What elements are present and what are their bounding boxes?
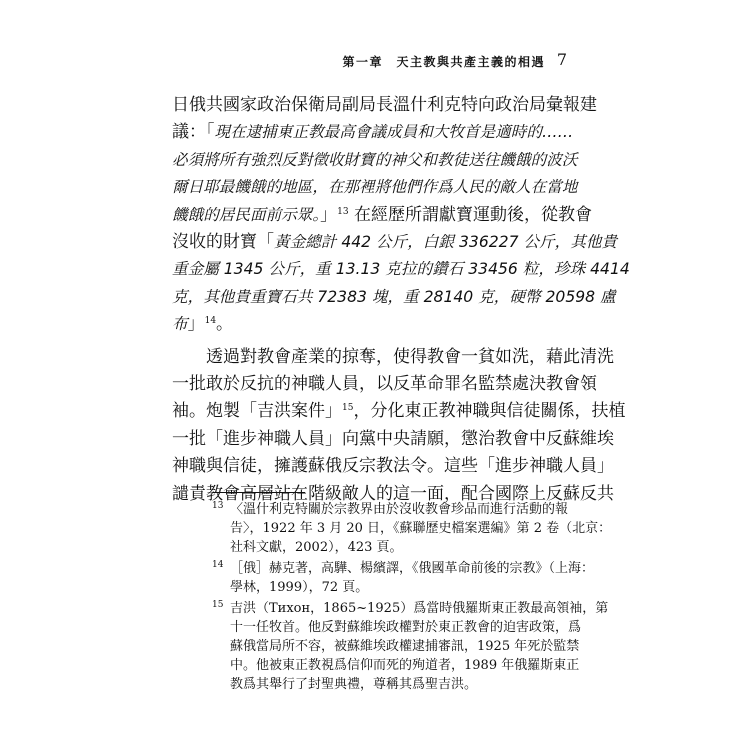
text-line bbox=[172, 202, 592, 229]
text-line bbox=[172, 119, 576, 146]
text-run: ，分化東正教神職與信徒關係，扶植 bbox=[353, 401, 626, 422]
paragraph-2 bbox=[172, 344, 626, 508]
quoted-text: 現在逮捕東正教最高會議成員和大牧首是適時的…… bbox=[214, 123, 574, 142]
text-line: 譴責教會高層站在階級敵人的這一面，配合國際上反蘇反共 bbox=[172, 483, 614, 504]
text-line bbox=[172, 229, 618, 256]
quoted-text-line: 必須將所有強烈反對徵收財寶的神父和教徒送往饑餓的波沃 bbox=[172, 150, 578, 169]
footnote-number: 15 bbox=[212, 600, 224, 610]
text-run: 議：「 bbox=[172, 122, 215, 143]
footnote-line: 教爲其舉行了封聖典禮，尊稱其爲聖吉洪。 bbox=[230, 677, 478, 692]
quoted-text-line: 重金屬 1345 公斤，重 13.13 克拉的鑽石 33456 粒，珍珠 4414 bbox=[172, 260, 630, 279]
footnote-14 bbox=[212, 559, 595, 597]
footnote-line: 學林，1999），72 頁。 bbox=[230, 580, 369, 595]
quoted-text: 饑餓的居民面前示眾。 bbox=[172, 205, 321, 224]
page-number: 7 bbox=[556, 50, 567, 69]
text-line bbox=[172, 311, 576, 338]
text-run: 」 bbox=[320, 204, 338, 225]
text-run: 袖。炮製「吉洪案件」 bbox=[172, 401, 342, 422]
footnote-line: 十一任牧首。他反對蘇維埃政權對於東正教會的迫害政策，爲 bbox=[230, 620, 582, 635]
footnote-line: ［俄］赫克著，高驊、楊繽譯，《俄國革命前後的宗教》（上海： bbox=[230, 561, 595, 576]
text-run: 。 bbox=[216, 314, 234, 335]
footnotes bbox=[212, 500, 612, 696]
text-line bbox=[172, 398, 626, 425]
running-header bbox=[0, 51, 750, 71]
text-line: 日俄共國家政治保衛局副局長溫什利克特向政治局彙報建 bbox=[172, 95, 597, 115]
footnote-ref-13[interactable]: 13 bbox=[337, 206, 349, 217]
footnote-line: 蘇俄當局所不容，被蘇維埃政權逮捕審訊，1925 年死於監禁 bbox=[230, 639, 580, 654]
footnote-ref-14[interactable]: 14 bbox=[204, 316, 217, 327]
text-line: 神職與信徒，擁護蘇俄反宗教法令。這些「進步神職人員」 bbox=[172, 456, 614, 477]
footnote-line: 中。他被東正教視爲信仰而死的殉道者，1989 年俄羅斯東正 bbox=[230, 658, 580, 673]
text-line: 透過對教會產業的掠奪，使得教會一貧如洗，藉此清洗 bbox=[206, 346, 614, 367]
text-run: 在經歷所謂獻寶運動後，從教會 bbox=[348, 204, 592, 225]
footnote-number: 13 bbox=[212, 501, 224, 511]
footnote-line: 〈溫什利克特關於宗教界由於沒收教會珍品而進行活動的報 bbox=[230, 502, 569, 517]
footnote-13 bbox=[212, 500, 612, 557]
text-run: 」 bbox=[187, 314, 205, 335]
footnote-number: 14 bbox=[212, 560, 224, 570]
quoted-text: 布 bbox=[172, 315, 188, 334]
text-line: 一批敢於反抗的神職人員，以反革命罪名監禁處決教會領 bbox=[172, 374, 597, 395]
footnote-ref-15[interactable]: 15 bbox=[342, 403, 354, 414]
paragraph-1 bbox=[172, 92, 630, 339]
body-text bbox=[172, 92, 630, 508]
footnote-line: 社科文獻，2002），423 頁。 bbox=[230, 540, 403, 555]
text-line: 一批「進步神職人員」向黨中央請願，懲治教會中反蘇維埃 bbox=[172, 428, 614, 449]
footnote-divider bbox=[213, 492, 305, 493]
quoted-text-line: 爾日耶最饑餓的地區，在那裡將他們作爲人民的敵人在當地 bbox=[172, 178, 578, 197]
footnote-line: 告〉，1922 年 3 月 20 日，《蘇聯歷史檔案選編》第 2 卷（北京： bbox=[230, 521, 612, 536]
chapter-title: 第一章 天主教與共產主義的相遇 bbox=[342, 55, 545, 69]
quoted-text: 黃金總計 442 公斤，白銀 336227 公斤，其他貴 bbox=[274, 233, 618, 252]
footnote-15 bbox=[212, 599, 609, 694]
quoted-text-line: 克，其他貴重寶石共 72383 塊，重 28140 克，硬幣 20598 盧 bbox=[172, 287, 616, 306]
text-run: 沒收的財寶「 bbox=[172, 232, 274, 253]
footnote-line: 吉洪（Тихон，1865~1925）爲當時俄羅斯東正教最高領袖，第 bbox=[230, 601, 609, 616]
